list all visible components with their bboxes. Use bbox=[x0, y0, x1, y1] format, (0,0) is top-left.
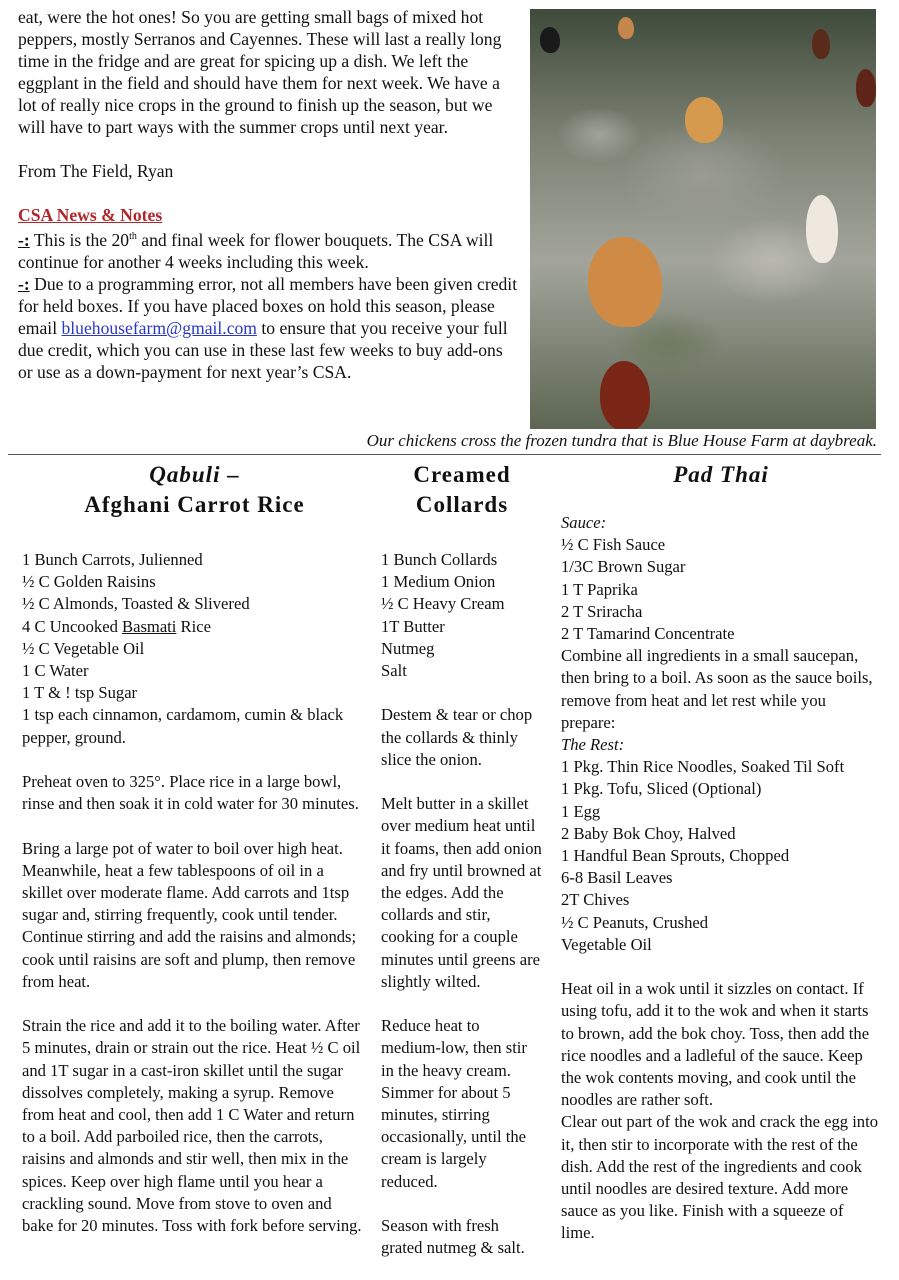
intro-paragraph: eat, were the hot ones! So you are getting small bags of mixed hot peppers, mostly Serranos and Cayennes. These will last a really long time in the fridge and are great for spicing up a dish. We left the eggplant in the field and should have them for next week. We have a lot of really nice crops in the ground to finish up the season, but we will have to part ways with the summer crops until next year. bbox=[18, 7, 502, 137]
news-item-1 bbox=[18, 226, 518, 273]
chickens-photo bbox=[530, 9, 876, 429]
sauce-item: 1/3C Brown Sugar bbox=[561, 557, 686, 577]
ingredient: Salt bbox=[381, 661, 407, 681]
chicken-shape bbox=[856, 69, 876, 107]
news-item-2-pre: Due to a programming error, not all members have been given credit for held boxes. If you have placed boxes on hold this season, please email bbox=[18, 273, 518, 338]
sauce-label: Sauce: bbox=[561, 513, 607, 532]
section-divider bbox=[8, 454, 881, 455]
ingredient-text: 4 C Uncooked bbox=[22, 616, 123, 636]
ingredient: ½ C Peanuts, Crushed bbox=[561, 912, 709, 932]
rice-type: Basmati bbox=[122, 616, 177, 636]
instruction-step: Reduce heat to medium-low, then stir in the heavy cream. Simmer for about 5 minutes, stirring occasionally, until the cream is largely reduced. bbox=[381, 1016, 527, 1191]
ingredient: ½ C Golden Raisins bbox=[22, 572, 156, 592]
sauce-item: ½ C Fish Sauce bbox=[561, 535, 666, 555]
email-link[interactable]: bluehousefarm@gmail.com bbox=[61, 317, 257, 338]
recipe-title-line2: Afghani Carrot Rice bbox=[84, 492, 305, 517]
instruction-step: Heat oil in a wok until it sizzles on contact. If using tofu, add it to the wok and when it starts to brown, add the bok choy. Toss, then add the rice noodles and a ladleful of the sauce. Keep the wok contents moving, and cook until the noodles are rather soft. bbox=[561, 979, 870, 1110]
bullet-marker: -: bbox=[18, 273, 30, 294]
chicken-shape bbox=[806, 195, 838, 263]
ingredient: 1 Pkg. Tofu, Sliced (Optional) bbox=[561, 779, 762, 799]
recipe-title: Pad Thai bbox=[673, 462, 769, 487]
ingredient: 1 Handful Bean Sprouts, Chopped bbox=[561, 846, 790, 866]
ingredient: 1 Bunch Carrots, Julienned bbox=[22, 550, 203, 569]
ingredient: Vegetable Oil bbox=[561, 934, 652, 954]
instruction-step: Destem & tear or chop the collards & thinly slice the onion. bbox=[381, 705, 533, 769]
instruction-step: Bring a large pot of water to boil over high heat. Meanwhile, heat a few tablespoons of oil in a skillet over moderate flame. Add carrots and 1tsp sugar and, stirring frequently, cook until tender. Continue stirring and add the raisins and almonds; cook until raisins are soft and plump, then remove from heat. bbox=[22, 838, 357, 991]
news-item-1-pre: This is the 20 bbox=[33, 229, 130, 250]
ingredient: 1 Bunch Collards bbox=[381, 550, 498, 569]
ingredient: 1 Medium Onion bbox=[381, 572, 496, 592]
news-item-2 bbox=[18, 273, 518, 383]
ingredient: 1 Egg bbox=[561, 801, 601, 821]
ingredient: 1 C Water bbox=[22, 661, 89, 681]
photo-caption: Our chickens cross the frozen tundra that is Blue House Farm at daybreak. bbox=[366, 431, 877, 450]
bullet-marker: -: bbox=[18, 229, 30, 250]
news-item-2-post: to ensure that you receive your full due credit, which you can use in these last few weeks to buy add-ons or use as a down-payment for next year’s CSA. bbox=[18, 317, 508, 382]
instruction-step: Preheat oven to 325°. Place rice in a large bowl, rinse and then soak it in cold water for 30 minutes. bbox=[22, 772, 359, 814]
news-heading: CSA News & Notes bbox=[18, 205, 163, 225]
ingredient: ½ C Almonds, Toasted & Slivered bbox=[22, 594, 250, 614]
rest-label: The Rest: bbox=[561, 735, 625, 755]
instruction-step: Combine all ingredients in a small saucepan, then bring to a boil. As soon as the sauce boils, remove from heat and let rest while you prepare: bbox=[561, 646, 873, 732]
ingredient: 1 Pkg. Thin Rice Noodles, Soaked Til Soft bbox=[561, 757, 845, 777]
instruction-step: Melt butter in a skillet over medium heat until it foams, then add onion and fry until browned at the edges. Add the collards and stir, cooking for a couple minutes until greens are slightly wilted. bbox=[381, 794, 542, 991]
sauce-item: 2 T Sriracha bbox=[561, 601, 643, 621]
ingredient: ½ C Vegetable Oil bbox=[22, 638, 145, 658]
sauce-item: 2 T Tamarind Concentrate bbox=[561, 624, 735, 644]
signoff: From The Field, Ryan bbox=[18, 161, 174, 181]
chicken-shape bbox=[600, 361, 650, 429]
news-item-1-sup: th bbox=[129, 231, 137, 242]
chicken-shape bbox=[812, 29, 830, 59]
ingredient bbox=[22, 616, 367, 638]
ingredient: 1 T & ! tsp Sugar bbox=[22, 683, 138, 703]
recipe-title-line1: Qabuli – bbox=[149, 462, 240, 487]
recipe-pad-thai bbox=[561, 460, 881, 1245]
ingredient: Nutmeg bbox=[381, 638, 435, 658]
ingredient: 2 Baby Bok Choy, Halved bbox=[561, 823, 736, 843]
rice-suffix: Rice bbox=[176, 616, 211, 636]
sauce-item: 1 T Paprika bbox=[561, 579, 638, 599]
ingredient: 1 tsp each cinnamon, cardamom, cumin & black pepper, ground. bbox=[22, 705, 344, 747]
ingredient: 6-8 Basil Leaves bbox=[561, 868, 673, 888]
recipe-title-line1: Creamed bbox=[413, 462, 511, 487]
recipe-qabuli bbox=[22, 460, 367, 1237]
instruction-step: Clear out part of the wok and crack the egg into it, then stir to incorporate with the rest of the dish. Add the rest of the ingredients and cook until noodles are desired texture. Add more sauce as you like. Finish with a squeeze of lime. bbox=[561, 1112, 879, 1243]
intro-section bbox=[18, 6, 518, 383]
ingredient: 2T Chives bbox=[561, 890, 630, 910]
chicken-shape bbox=[685, 97, 723, 143]
news-item-1-post: and final week for flower bouquets. The CSA will continue for another 4 weeks including this week. bbox=[18, 229, 494, 272]
chicken-shape bbox=[588, 237, 662, 327]
chicken-shape bbox=[540, 27, 560, 53]
chicken-shape bbox=[618, 17, 634, 39]
ingredient: 1T Butter bbox=[381, 616, 445, 636]
instruction-step: Strain the rice and add it to the boiling water. After 5 minutes, drain or strain out the rice. Heat ½ C oil and 1T sugar in a cast-iron skillet until the sugar dissolves completely, making a syrup. Remove from heat and cool, then add 1 C Water and return to a boil. Add parboiled rice, then the carrots, raisins and almonds and stir well, then mix in the spices. Keep over high flame until you hear a crackling sound. Move from stove to oven and bake for 20 minutes. Toss with fork before serving. bbox=[22, 1016, 362, 1236]
recipe-creamed-collards bbox=[381, 460, 543, 1259]
ingredient: ½ C Heavy Cream bbox=[381, 594, 505, 614]
recipe-title-line2: Collards bbox=[415, 492, 509, 517]
instruction-step: Season with fresh grated nutmeg & salt. bbox=[381, 1216, 525, 1258]
